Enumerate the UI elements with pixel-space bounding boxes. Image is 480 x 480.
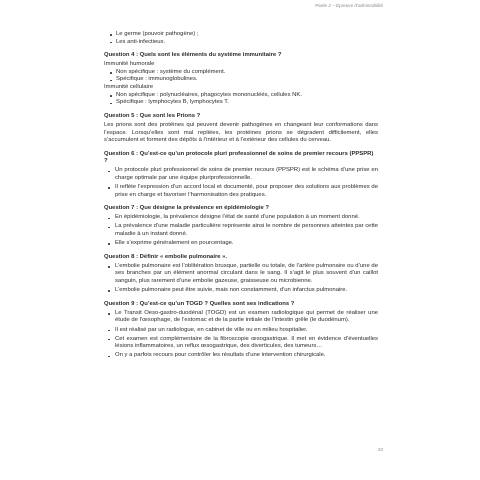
list-item: En épidémiologie, la prévalence désigne l’état de santé d’une population à un moment donné.: [104, 214, 378, 222]
list-item: Non spécifique : système du complément.: [104, 69, 378, 77]
list-item: Non spécifique : polynucléaires, phagocytes mononucléés, cellules NK.: [104, 92, 378, 100]
question-9-list: [104, 310, 378, 360]
question-8-list: [104, 263, 378, 295]
list-item: Il reflète l’expression d’un accord local et documenté, pour proposer des solutions aux problèmes de prise en charge et favoriser l’harmonisation des pratiques.: [104, 184, 378, 199]
question-9-title: Question 9 : Qu’est-ce qu’un TOGD ? Quelles sont ses indications ?: [104, 300, 295, 307]
question-7-list: [104, 214, 378, 247]
running-header: Partie 2 – Épreuve d’admissibilité: [315, 3, 383, 8]
document-page: [94, 0, 386, 480]
list-item: L’embolie pulmonaire peut être suivie, mais non constamment, d’un infarctus pulmonaire.: [104, 287, 378, 295]
list-item: Elle s’exprime généralement en pourcentage.: [104, 240, 378, 248]
cellular-label: Immunité cellulaire: [104, 84, 154, 91]
humoral-label: Immunité humorale: [104, 61, 155, 68]
question-6-list: [104, 167, 378, 199]
list-item: Spécifique : immunoglobulines.: [104, 76, 378, 84]
list-item: On y a parfois recours pour contrôler les résultats d’une intervention chirurgicale.: [104, 352, 378, 360]
question-5-title: Question 5 : Que sont les Prions ?: [104, 112, 201, 119]
list-item: Spécifique : lymphocytes B, lymphocytes T.: [104, 99, 378, 107]
question-7-title: Question 7 : Que désigne la prévalence en épidémiologie ?: [104, 205, 269, 212]
list-item: L’embolie pulmonaire est l’oblitération brusque, partielle ou totale, de l’artère pulmonaire ou d’une de ses branches par un élément anormal circulant dans le sang. Il s’agit le plus souvent d’un caillot sanguin, plus rarement d’une embolie gazeuse, graisseuse ou microbienne.: [104, 263, 378, 286]
list-item: Les anti-infectieux.: [104, 39, 378, 47]
question-4-title: Question 4 : Quels sont les éléments du système immunitaire ?: [104, 52, 282, 59]
question-5-answer: Les prions sont des protéines qui peuvent devenir pathogènes en changeant leur conformations dans l’espace. Lorsqu’elles sont mal repliées, les protéines prions se dégradent difficilement, elles s’accumulent et forment des dépôts à l’intérieur et à l’extérieur des cellules du cerveau.: [104, 121, 378, 144]
cellular-list: [104, 92, 378, 107]
list-item: Un protocole pluri professionnel de soins de premier recours (PPSPR) est le schéma d’une prise en charge optimale par une équipe pluriprofessionnelle.: [104, 167, 378, 182]
page-content: [104, 31, 378, 361]
list-item: Le germe (pouvoir pathogène) ;: [104, 31, 378, 39]
humoral-list: [104, 69, 378, 84]
list-item: Cet examen est complémentaire de la fibroscopie œsogastrique. Il met en évidence d’éventuelles lésions inflammatoires, un reflux œsogastrique, des diverticules, des tumeurs…: [104, 336, 378, 351]
question-6-title: Question 6 : Qu’est-ce qu’un protocole pluri professionnel de soins de premier recours (PPSPR) ?: [104, 150, 374, 165]
page-number: 23: [377, 447, 383, 452]
list-item: Le Transit Oeso-gastro-duodénal (TOGD) est un examen radiologique qui permet de réaliser une étude de l’œsophage, de l’estomac et de la partie initiale de l’intestin grêle (le duodénum).: [104, 310, 378, 325]
question-8-title: Question 8 : Définir « embolie pulmonaire ».: [104, 253, 228, 260]
list-item: Il est réalisé par un radiologue, en cabinet de ville ou en milieu hospitalier.: [104, 327, 378, 335]
list-item: La prévalence d’une maladie particulière représente ainsi le nombre de personnes atteintes par cette maladie à un instant donné.: [104, 223, 378, 238]
top-bullet-list: [104, 31, 378, 46]
